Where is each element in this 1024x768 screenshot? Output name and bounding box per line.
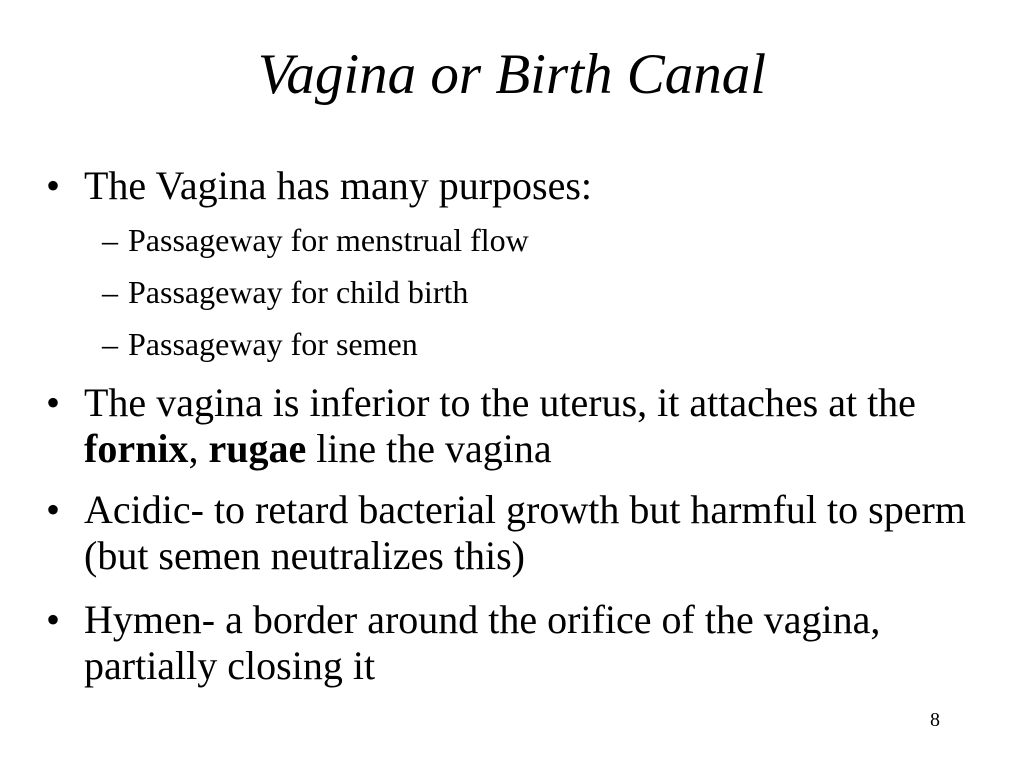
bullet-text xyxy=(84,380,1006,472)
slide-title: Vagina or Birth Canal xyxy=(257,43,767,106)
term-rugae: rugae xyxy=(208,426,307,471)
page-number: 8 xyxy=(930,709,940,731)
bullet-item xyxy=(46,487,1006,579)
term-fornix: fornix xyxy=(84,426,189,471)
bullet-text: Acidic- to retard bacterial growth but harmful to sperm (but semen neutralizes this) xyxy=(84,487,966,578)
bullet-marker: • xyxy=(46,597,61,642)
bullet-item xyxy=(46,163,1006,209)
sub-bullet-text: Passageway for menstrual flow xyxy=(128,222,529,258)
dash-marker: – xyxy=(102,274,118,310)
sub-bullet-item xyxy=(102,221,982,259)
sub-bullet-text: Passageway for semen xyxy=(128,326,418,362)
bullet-text-part: line the vagina xyxy=(306,426,552,471)
bullet-item xyxy=(46,597,1006,689)
dash-marker: – xyxy=(102,326,118,362)
sub-bullet-item xyxy=(102,273,982,311)
sub-bullet-text: Passageway for child birth xyxy=(128,274,469,310)
bullet-text-part: The vagina is inferior to the uterus, it attaches at the xyxy=(84,380,916,425)
bullet-text: The Vagina has many purposes: xyxy=(84,163,593,208)
dash-marker: – xyxy=(102,222,118,258)
bullet-marker: • xyxy=(46,380,61,425)
bullet-marker: • xyxy=(46,163,61,208)
bullet-text-part: , xyxy=(188,426,209,471)
sub-bullet-item xyxy=(102,325,982,363)
bullet-text: Hymen- a border around the orifice of the vagina, partially closing it xyxy=(84,597,881,688)
bullet-marker: • xyxy=(46,487,61,532)
bullet-item xyxy=(46,380,1006,472)
